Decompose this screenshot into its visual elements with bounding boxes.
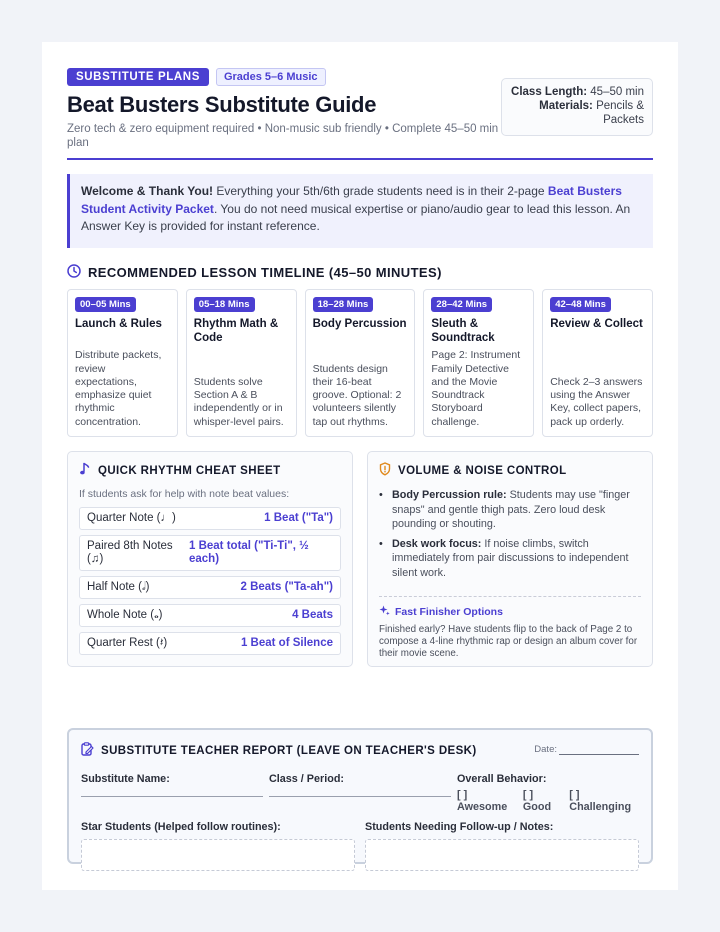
timeline-desc: Check 2–3 answers using the Answer Key, collect papers, pack up orderly. <box>550 375 643 428</box>
timeline-title: Rhythm Math & Code <box>193 318 279 344</box>
rhythm-row <box>79 576 341 599</box>
class-period-label: Class / Period: <box>269 773 345 785</box>
header <box>67 68 653 158</box>
materials-label: Materials: <box>539 100 593 112</box>
info-columns <box>67 451 653 667</box>
rhythm-row <box>79 535 341 571</box>
rhythm-note: Quarter Note (♩) <box>87 512 176 524</box>
materials-value: Pencils & Packets <box>596 100 644 126</box>
date-label: Date: <box>534 744 557 755</box>
follow-up-field <box>365 821 639 871</box>
cheat-sheet-heading-text: QUICK RHYTHM CHEAT SHEET <box>98 464 281 477</box>
materials <box>510 99 644 127</box>
timeline-card <box>305 289 416 437</box>
timeline-time: 05–18 Mins <box>194 297 255 312</box>
timeline-desc: Page 2: Instrument Family Detective and the Movie Soundtrack Storyboard challenge. <box>431 349 521 428</box>
timeline-card <box>67 289 178 437</box>
timeline-card <box>423 289 534 437</box>
rhythm-row <box>79 507 341 530</box>
welcome-text-1: Everything your 5th/6th grade students need is in their 2-page <box>213 184 548 198</box>
timeline-title: Launch & Rules <box>75 318 162 330</box>
behavior-option-challenging[interactable]: [ ] Challenging <box>569 789 632 813</box>
volume-rule-label: Body Percussion rule: <box>392 489 507 501</box>
timeline-card <box>542 289 653 437</box>
class-info-box <box>501 78 653 136</box>
behavior-option-awesome[interactable]: [ ] Awesome <box>457 789 508 813</box>
class-period-line[interactable] <box>269 796 451 797</box>
rhythm-value: 1 Beat of Silence <box>240 637 333 649</box>
class-period-field[interactable] <box>269 773 451 813</box>
behavior-options <box>457 789 637 813</box>
fast-finisher <box>379 596 641 661</box>
rhythm-table <box>79 507 341 655</box>
timeline-title: Sleuth & Soundtrack <box>431 318 495 344</box>
clock-icon <box>67 264 81 281</box>
follow-up-box[interactable] <box>365 839 639 871</box>
star-students-field <box>81 821 355 871</box>
welcome-text-2: . You do not need musical expertise or piano/audio gear to lead this lesson. An Answer Key is provided for instant reference. <box>81 201 631 233</box>
music-note-icon <box>79 462 91 479</box>
finisher-heading-text: Fast Finisher Options <box>395 606 503 618</box>
class-length <box>510 85 644 99</box>
welcome-callout <box>67 174 653 248</box>
report-date <box>534 744 639 755</box>
report-notes <box>81 821 639 871</box>
rhythm-cheat-sheet <box>67 451 353 667</box>
plans-badge: SUBSTITUTE PLANS <box>67 68 209 86</box>
timeline-time: 00–05 Mins <box>75 297 136 312</box>
behavior-option-good[interactable]: [ ] Good <box>522 789 552 813</box>
timeline-card <box>186 289 297 437</box>
report-heading-text: SUBSTITUTE TEACHER REPORT (LEAVE ON TEACHER'S DESK) <box>101 744 477 757</box>
welcome-lead: Welcome & Thank You! <box>81 184 214 198</box>
volume-rule <box>379 488 641 532</box>
overall-behavior-field <box>457 773 637 813</box>
volume-heading-text: VOLUME & NOISE CONTROL <box>398 464 567 477</box>
page <box>42 42 678 890</box>
substitute-name-label: Substitute Name: <box>81 773 170 785</box>
volume-rule-text: Students may use "finger snaps" and gentle thigh pats. Zero loud desk pounding or shouting. <box>392 489 630 530</box>
header-divider <box>67 158 653 160</box>
cheat-sheet-heading <box>79 462 341 479</box>
cheat-sheet-hint: If students ask for help with note beat values: <box>79 488 290 500</box>
shield-icon <box>379 462 391 479</box>
rhythm-note: Half Note (𝅗𝅥) <box>87 581 150 593</box>
substitute-name-field[interactable] <box>81 773 263 813</box>
finisher-text: Finished early? Have students flip to the back of Page 2 to compose a 4-line rhythmic rap or design an album cover for their movie scene. <box>379 624 638 660</box>
class-length-label: Class Length: <box>511 86 588 98</box>
follow-up-label: Students Needing Follow-up / Notes: <box>365 821 554 833</box>
timeline-time: 42–48 Mins <box>550 297 611 312</box>
rhythm-value: 1 Beat total ("Ti-Ti", ½ each) <box>189 540 309 565</box>
timeline-title: Review & Collect <box>550 318 643 330</box>
rhythm-row <box>79 604 341 627</box>
finisher-heading <box>379 605 641 619</box>
rhythm-value: 4 Beats <box>292 609 333 621</box>
substitute-report <box>67 728 653 864</box>
timeline-heading <box>67 264 653 281</box>
welcome-highlight: Beat Busters Student Activity Packet <box>81 184 622 216</box>
page-title: Beat Busters Substitute Guide <box>67 92 377 117</box>
date-field[interactable] <box>559 746 639 755</box>
volume-rule <box>379 537 641 581</box>
timeline-title: Body Percussion <box>312 318 407 330</box>
grade-badge: Grades 5–6 Music <box>216 68 326 86</box>
timeline-desc: Students design their 16-beat groove. Optional: 2 volunteers silently tap out rhythms. <box>312 362 402 428</box>
star-students-box[interactable] <box>81 839 355 871</box>
volume-rule-label: Desk work focus: <box>392 537 482 550</box>
sparkle-icon <box>379 605 390 619</box>
page-content <box>67 68 653 667</box>
timeline-time: 18–28 Mins <box>313 297 374 312</box>
substitute-name-line[interactable] <box>81 796 263 797</box>
overall-behavior-label: Overall Behavior: <box>457 773 547 785</box>
timeline <box>67 289 653 437</box>
volume-noise-control <box>367 451 653 667</box>
volume-heading <box>379 462 641 479</box>
clipboard-edit-icon <box>81 742 94 759</box>
rhythm-row <box>79 632 341 655</box>
rhythm-note: Quarter Rest (𝄽) <box>87 637 168 649</box>
timeline-desc: Students solve Section A & B independently or in whisper-level pairs. <box>193 375 284 428</box>
rhythm-note: Paired 8th Notes (♫) <box>87 540 173 565</box>
report-fields <box>81 773 639 813</box>
volume-rule-text: If noise climbs, switch immediately from pair discussions to independent silent work. <box>392 537 629 579</box>
timeline-heading-text: RECOMMENDED LESSON TIMELINE (45–50 MINUTES) <box>88 265 442 280</box>
rhythm-value: 2 Beats ("Ta-ah") <box>240 581 333 593</box>
timeline-desc: Distribute packets, review expectations, emphasize quiet rhythmic concentration. <box>75 349 162 428</box>
class-length-value: 45–50 min <box>590 86 644 98</box>
timeline-time: 28–42 Mins <box>431 297 492 312</box>
volume-rules <box>379 488 641 580</box>
page-subtitle: Zero tech & zero equipment required • Non-music sub friendly • Complete 45–50 min plan <box>67 123 499 149</box>
rhythm-value: 1 Beat ("Ta") <box>264 512 333 524</box>
star-students-label: Star Students (Helped follow routines): <box>81 821 281 833</box>
rhythm-note: Whole Note (𝅝) <box>87 609 163 621</box>
